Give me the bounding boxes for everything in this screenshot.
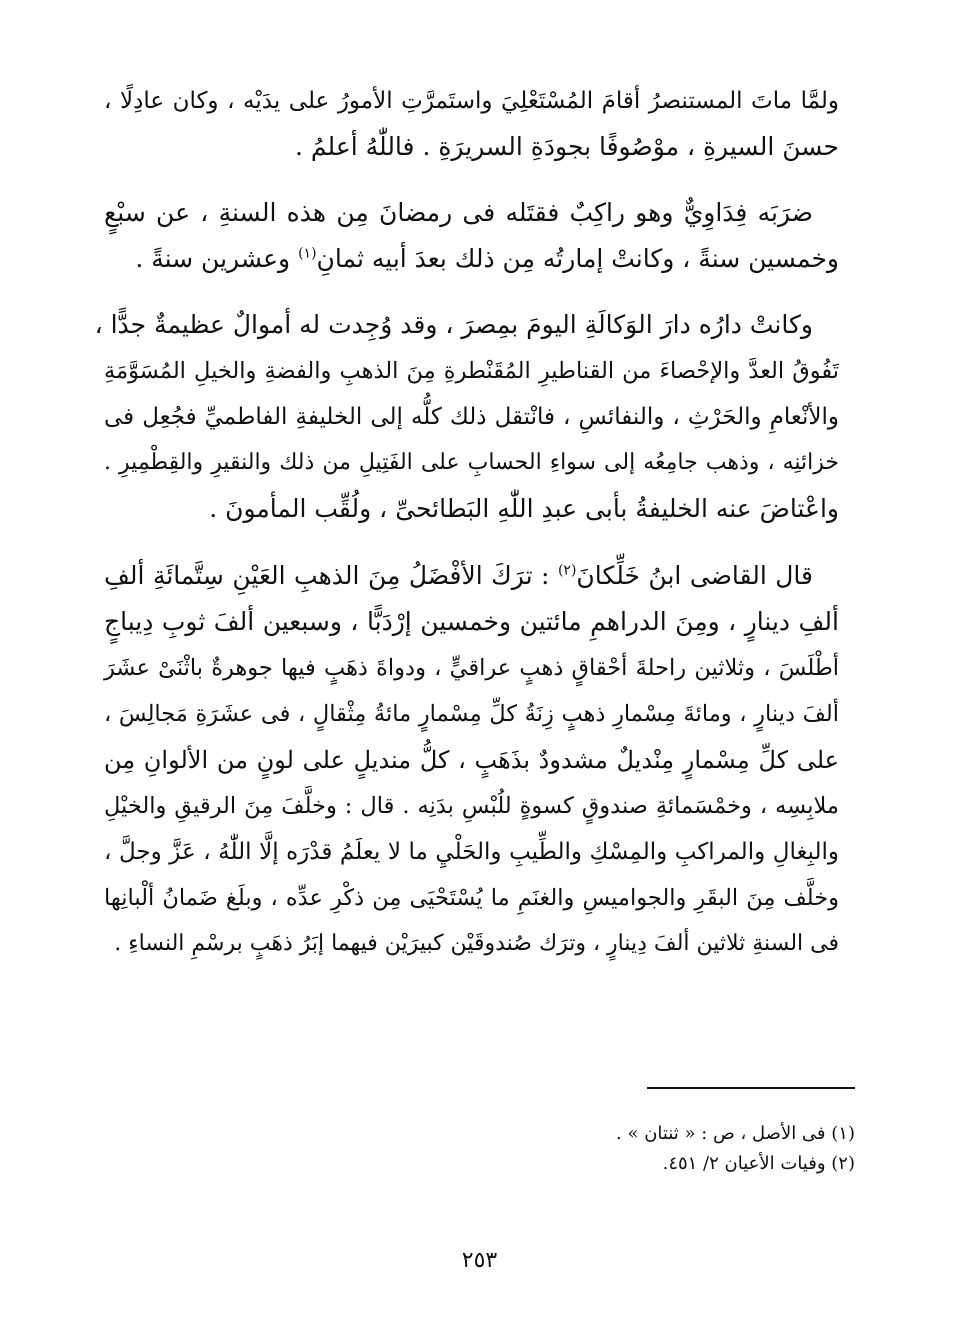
paragraph-4-line-5: على كلِّ مِسْمارٍ مِنْديلٌ مشدودٌ بذَهَبٍ ، كلُّ منديلٍ على لونٍ من الألوانِ مِن <box>104 746 839 774</box>
footnote-1: (١) فى الأصل ، ص : « ثنتان » . <box>616 1123 855 1144</box>
paragraph-3-line-5: واعْتاضَ عنه الخليفةُ بأبى عبدِ اللّٰهِ البَطائحىِّ ، ولُقِّب المأمونَ . <box>209 494 839 523</box>
paragraph-2-text-b: وعشرين سنةً . <box>135 244 291 273</box>
paragraph-4-line-2: ألفِ دينارٍ ، ومِنَ الدراهمِ مائتين وخمسين إرْدَبًّا ، وسبعين ألفَ ثوبِ دِيباجٍ <box>104 607 839 636</box>
page-number: ٢٥٣ <box>461 1248 498 1273</box>
paragraph-4-text-a: قال القاضى ابنُ خَلِّكانَ <box>576 561 813 590</box>
footnote-2-marker: (٢) <box>557 562 577 579</box>
paragraph-4-line-1 <box>104 553 813 599</box>
paragraph-2-line-2 <box>135 236 839 282</box>
paragraph-3-line-3: والأنْعامِ والحَرْثِ ، والنفائسِ ، فانْتقل ذلك كلُّه إلى الخليفةِ الفاطميِّ فجُعِل فى <box>104 404 839 430</box>
paragraph-1-line-1: ولمَّا ماتَ المستنصرُ أقامَ المُسْتَعْلِيَ واستَمرَّتِ الأمورُ على يدَيْه ، وكان عادِلًا ، <box>104 88 839 114</box>
paragraph-4-line-8: وخلَّف مِنَ البقَرِ والجواميسِ والغنَمِ ما يُسْتَحْيَى مِن ذكْرِ عدِّه ، وبلَغ ضَمانُ ألْبانِها <box>104 885 839 911</box>
paragraph-4-line-3: أطْلَسَ ، وثلاثين راحلةَ أحْقاقٍ ذهبٍ عراقيٍّ ، ودواةَ ذهَبٍ فيها جوهرةٌ باثْنَىْ عشَرَ <box>104 655 839 681</box>
paragraph-4-line-6: ملابِسِه ، وخمْسَمائةِ صندوقٍ كسوةٍ للُبْسِ بدَنِه . قال : وخلَّفَ مِنَ الرقيقِ والخيْلِ <box>104 793 839 819</box>
paragraph-3-line-4: خزائنِه ، وذهب جامِعُه إلى سواءِ الحسابِ على الفَتِيلِ من ذلك والنقيرِ والقِطْمِيرِ . <box>104 450 839 475</box>
paragraph-4-text-b: : ترَكَ الأفْضَلُ مِنَ الذهبِ العَيْنِ سِتَّمائَةِ ألفِ <box>104 561 550 590</box>
footnote-separator <box>647 1087 855 1089</box>
footnote-1-marker: (١) <box>298 245 317 262</box>
paragraph-3-line-1: وكانتْ دارُه دارَ الوَكالَةِ اليومَ بمِصرَ ، وقد وُجِدت له أموالٌ عظيمةٌ جدًّا ، <box>94 310 813 339</box>
paragraph-4-line-7: والبِغالِ والمراكبِ والمِسْكِ والطِّيبِ والحَلْيِ ما لا يعلَمُ قدْرَه إلَّا اللّٰهُ ، عَزَّ وجلَّ ، <box>104 839 839 865</box>
paragraph-2-text-a: وخمسين سنةً ، وكانتْ إمارتُه مِن ذلك بعدَ أبيه ثمانِ <box>316 244 839 273</box>
paragraph-4-line-4: ألفَ دينارٍ ، ومائةَ مِسْمارِ ذهبٍ زِنَةُ كلِّ مِسْمارٍ مائةُ مِثْقالٍ ، فى عشَرَةِ مَجالِسَ ، <box>104 701 839 727</box>
paragraph-3-line-2: تَفُوقُ العدَّ والإحْصاءَ من القناطيرِ المُقَنْطرةِ مِنَ الذهبِ والفضةِ والخيلِ المُسَوَّمَةِ <box>104 358 839 384</box>
paragraph-4-line-9: فى السنةِ ثلاثين ألفَ دِينارٍ ، وترَك صُندوقَيْن كبيرَيْن فيهما إبَرُ ذهَبٍ برسْمِ النساءِ . <box>114 931 839 956</box>
paragraph-2-line-1: ضرَبَه فِدَاوِيٌّ وهو راكِبٌ فقتَله فى رمضانَ مِن هذه السنةِ ، عن سبْعٍ <box>104 198 813 227</box>
footnote-2: (٢) وفيات الأعيان ٢/ ٤٥١. <box>662 1153 855 1174</box>
paragraph-1-line-2: حسنَ السيرةِ ، موْصُوفًا بجودَةِ السريرَةِ . فاللّٰهُ أعلمُ . <box>295 132 839 161</box>
